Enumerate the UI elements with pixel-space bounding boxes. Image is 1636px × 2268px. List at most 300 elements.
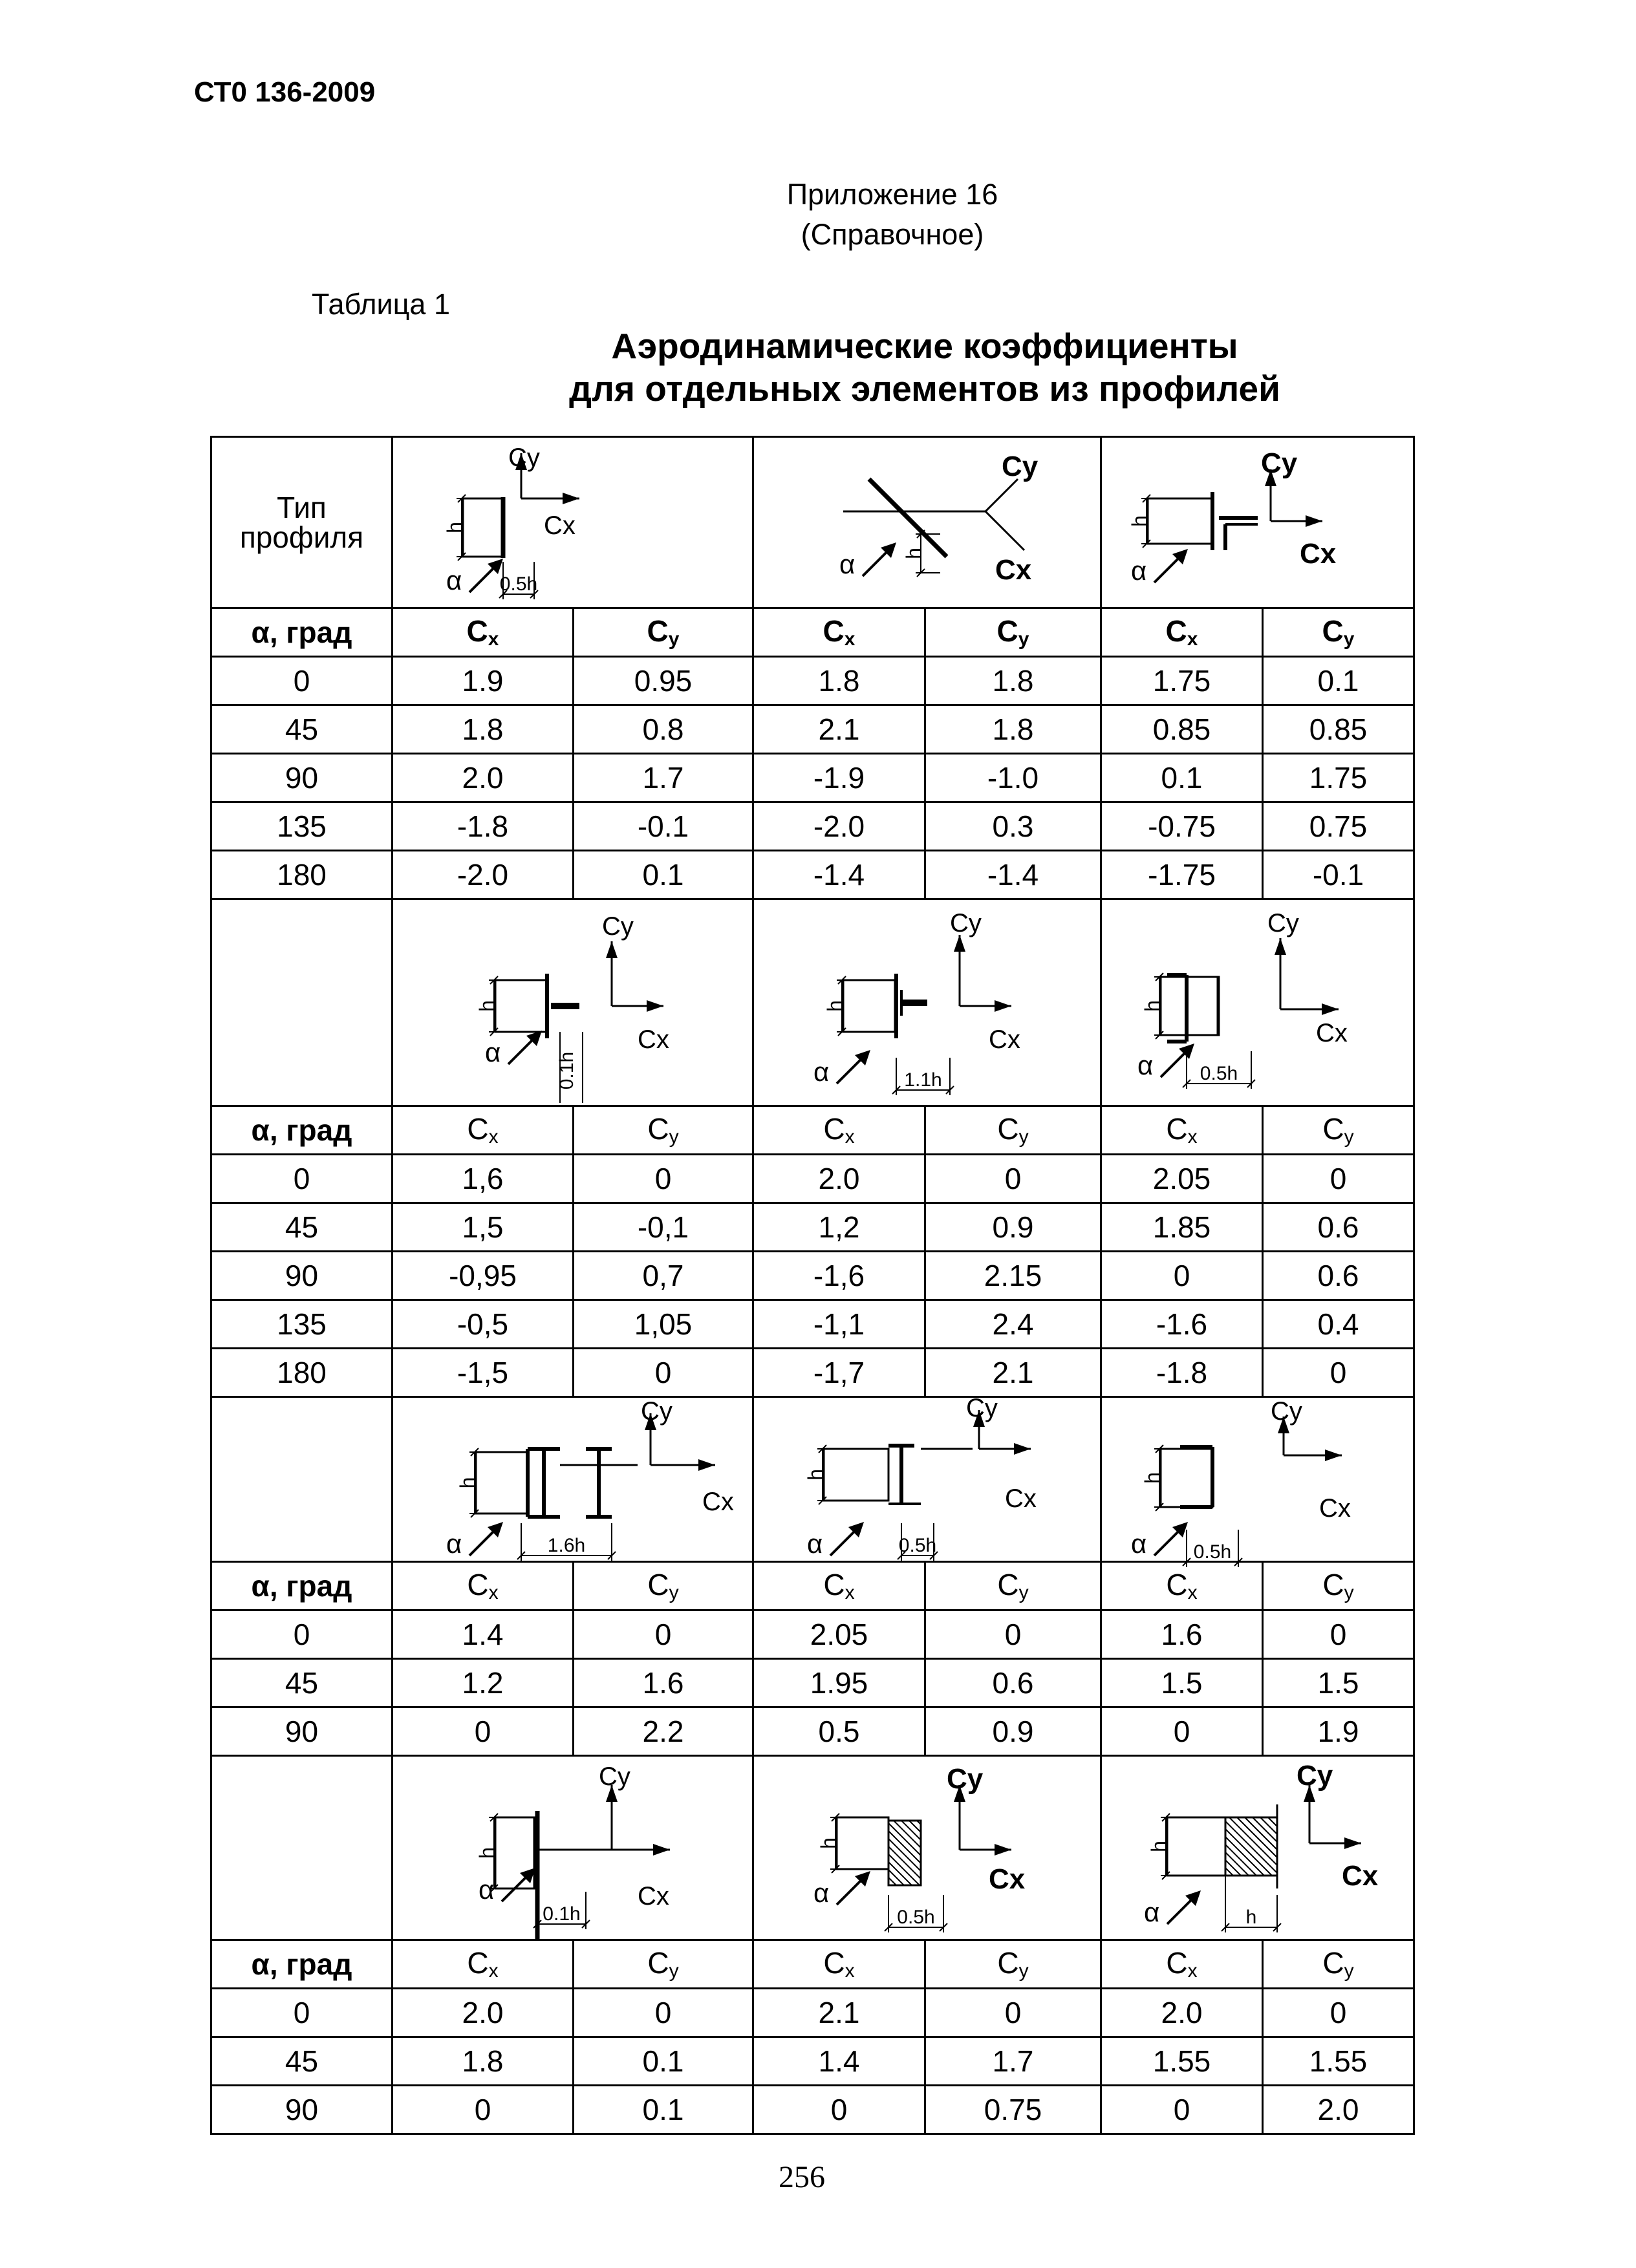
cy-value: 2.1: [925, 1349, 1101, 1397]
cy-symbol: C: [996, 614, 1018, 648]
cx-value: -1,7: [753, 1349, 925, 1397]
cy-value: 0.8: [574, 705, 753, 754]
dimension-label: 0.5h: [499, 573, 537, 595]
profile-figure-cell: [753, 899, 1101, 1106]
cy-value: 1.8: [925, 657, 1101, 705]
arrow-head: [1014, 1443, 1031, 1455]
cx-value: 1.8: [393, 705, 574, 754]
profile-figure-cell: [393, 437, 753, 608]
axis-arrows: [606, 941, 663, 1012]
wind-direction-arrow: [469, 1522, 503, 1556]
cy-axis-label: Cy: [508, 443, 540, 472]
cx-value: -0.75: [1101, 802, 1263, 851]
cy-axis-label: Cy: [1001, 450, 1038, 482]
cy-value: 0.75: [1263, 802, 1414, 851]
figure-stroke: [1225, 1868, 1233, 1876]
figure-stroke: [1225, 1845, 1256, 1876]
cy-value: 0.4: [1263, 1300, 1414, 1349]
coefficient-header-row: [211, 1106, 1414, 1155]
figure-stroke: [888, 1854, 920, 1885]
cy-axis-label: Cy: [601, 912, 634, 941]
alpha-header: α, град: [211, 1940, 393, 1989]
table-title-line-2: для отдельных элементов из профилей: [569, 369, 1280, 409]
table-row: [211, 1349, 1414, 1397]
cy-subscript: y: [1344, 1960, 1354, 1982]
wind-shaft: [1154, 555, 1181, 583]
cy-value: 0.9: [925, 1707, 1101, 1756]
alpha-value: 135: [211, 1300, 393, 1349]
cx-value: 2.0: [1101, 1989, 1263, 2037]
dimension-label: 1.1h: [903, 1069, 942, 1091]
cy-symbol: C: [647, 614, 669, 648]
cy-header: [1263, 1562, 1414, 1610]
cx-axis-label: Cx: [988, 1863, 1025, 1895]
table-row: [211, 2086, 1414, 2134]
alpha-value: 0: [211, 1989, 393, 2037]
cx-value: 1.75: [1101, 657, 1263, 705]
wind-shaft: [1154, 1528, 1181, 1556]
cx-symbol: C: [1166, 1111, 1188, 1146]
cx-value: 0: [1101, 2086, 1263, 2134]
alpha-label: α: [484, 1036, 500, 1067]
cx-value: -1.9: [753, 754, 925, 802]
wind-direction-arrow: [469, 559, 503, 592]
table-row: [211, 1300, 1414, 1349]
cy-value: 1,05: [574, 1300, 753, 1349]
cy-value: 1.8: [925, 705, 1101, 754]
profile-outline: [1161, 977, 1219, 1035]
cy-subscript: y: [1343, 628, 1355, 650]
cx-axis-label: Cx: [637, 1025, 669, 1054]
cy-value: 0.85: [1263, 705, 1414, 754]
cy-value: 0: [1263, 1349, 1414, 1397]
cy-value: 1.75: [1263, 754, 1414, 802]
cx-symbol: C: [823, 1945, 845, 1980]
cy-value: -0.1: [1263, 851, 1414, 899]
alpha-header: α, град: [211, 1562, 393, 1610]
table-row: [211, 851, 1414, 899]
cx-axis-label: Cx: [1004, 1484, 1037, 1513]
alpha-label: α: [806, 1528, 823, 1559]
cy-header: [1263, 1940, 1414, 1989]
cy-header: [1263, 608, 1414, 657]
cx-value: 1.4: [753, 2037, 925, 2086]
cy-value: 0.6: [925, 1659, 1101, 1707]
cy-axis: [985, 479, 1018, 511]
arrow-head: [995, 1844, 1011, 1856]
figure-stroke: [901, 1821, 921, 1840]
coefficient-header-row: [211, 608, 1414, 657]
cx-subscript: x: [1187, 1960, 1198, 1982]
alpha-label: α: [839, 548, 855, 579]
profile-diagram: [418, 1759, 728, 1937]
profile-outline: [1167, 1817, 1225, 1876]
cx-subscript: x: [845, 1126, 855, 1148]
cy-value: 0.6: [1263, 1252, 1414, 1300]
profile-diagram: [772, 1393, 1082, 1559]
alpha-value: 135: [211, 802, 393, 851]
cy-symbol: C: [1322, 1111, 1344, 1146]
profile-figure-row: [211, 1397, 1414, 1562]
alpha-value: 0: [211, 1155, 393, 1203]
height-label: h: [901, 547, 925, 559]
wind-direction-arrow: [1154, 1522, 1188, 1556]
alpha-header: α, град: [211, 608, 393, 657]
alpha-label: α: [446, 1528, 462, 1559]
cx-value: 1.4: [393, 1610, 574, 1659]
height-label: h: [803, 1468, 827, 1481]
cx-header: [753, 1106, 925, 1155]
cy-axis-label: Cy: [965, 1393, 998, 1422]
cx-axis-label: Cx: [1318, 1493, 1351, 1523]
cx-header: [1101, 1940, 1263, 1989]
cx-axis-label: Cx: [1341, 1859, 1378, 1892]
cy-value: 0.1: [1263, 657, 1414, 705]
wind-shaft: [830, 1528, 857, 1556]
cy-value: 0: [1263, 1610, 1414, 1659]
empty-cell: [211, 1756, 393, 1940]
height-label: h: [823, 1000, 846, 1012]
cy-value: 0.3: [925, 802, 1101, 851]
cx-subscript: x: [488, 1581, 499, 1603]
cx-value: -0,5: [393, 1300, 574, 1349]
figure-stroke: [888, 1821, 921, 1885]
cy-symbol: C: [647, 1567, 669, 1601]
dimension-label: 1.6h: [547, 1534, 585, 1556]
profile-diagram: [772, 1759, 1082, 1937]
height-label: h: [1127, 515, 1151, 527]
axis-arrows: [954, 1785, 1011, 1856]
cx-value: 0.1: [1101, 754, 1263, 802]
figure-stroke: [1229, 1817, 1277, 1865]
hatched-section: [888, 1821, 921, 1885]
dimension-label: 0.1h: [542, 1903, 581, 1925]
cx-axis-label: Cx: [988, 1025, 1020, 1054]
cy-header: [925, 608, 1101, 657]
profile-outline: [837, 1817, 888, 1869]
wind-shaft: [508, 1037, 535, 1064]
wind-direction-arrow: [502, 1868, 535, 1901]
alpha-value: 180: [211, 1349, 393, 1397]
cx-subscript: x: [845, 1960, 855, 1982]
table-row: [211, 1707, 1414, 1756]
wind-direction-arrow: [1161, 1043, 1194, 1077]
cy-value: 0.1: [574, 2086, 753, 2134]
height-label: h: [1146, 1840, 1170, 1852]
cy-value: -1.4: [925, 851, 1101, 899]
profile-figure-row: [211, 437, 1414, 608]
alpha-value: 45: [211, 2037, 393, 2086]
cx-subscript: x: [1187, 1581, 1198, 1603]
cx-value: 2.0: [393, 754, 574, 802]
cy-value: 2.2: [574, 1707, 753, 1756]
cy-header: [925, 1562, 1101, 1610]
appendix-number: Приложение 16: [786, 178, 998, 211]
cx-value: 1.95: [753, 1659, 925, 1707]
cy-value: 1.55: [1263, 2037, 1414, 2086]
cx-axis-label: Cx: [637, 1881, 669, 1910]
cy-subscript: y: [1018, 1126, 1029, 1148]
table-row: [211, 657, 1414, 705]
height-label: h: [475, 1846, 499, 1859]
profile-outline: [824, 1449, 888, 1501]
profile-diagram: [772, 440, 1082, 605]
wind-shaft: [469, 1528, 497, 1556]
cy-symbol: C: [647, 1945, 669, 1980]
alpha-value: 90: [211, 1707, 393, 1756]
dimension-label: 0.5h: [1193, 1541, 1231, 1563]
table-row: [211, 1659, 1414, 1707]
cy-value: 2.4: [925, 1300, 1101, 1349]
cy-value: -1.0: [925, 754, 1101, 802]
cy-value: 0: [1263, 1989, 1414, 2037]
profile-diagram: [772, 903, 1082, 1103]
cy-value: 2.15: [925, 1252, 1101, 1300]
profile-figure-row: [211, 1756, 1414, 1940]
cy-subscript: y: [668, 628, 680, 650]
alpha-value: 0: [211, 657, 393, 705]
profile-type-label: Тип профиля: [211, 437, 393, 608]
cx-value: 1,6: [393, 1155, 574, 1203]
cx-value: -1.8: [393, 802, 574, 851]
figure-stroke: [894, 1821, 921, 1848]
arrow-head: [1275, 938, 1286, 955]
figure-stroke: [1225, 1821, 1277, 1873]
height-label: h: [455, 1477, 479, 1488]
cy-axis-label: Cy: [1296, 1759, 1333, 1792]
cx-value: -1,1: [753, 1300, 925, 1349]
cy-value: 0.75: [925, 2086, 1101, 2134]
cx-value: 1.55: [1101, 2037, 1263, 2086]
profile-figure-cell: [1101, 899, 1414, 1106]
cx-header: [1101, 1562, 1263, 1610]
arrow-head: [647, 1000, 663, 1012]
cy-value: 0: [925, 1610, 1101, 1659]
cx-header: [393, 1106, 574, 1155]
axis-arrows: [1275, 938, 1339, 1015]
cy-header: [574, 1106, 753, 1155]
cx-symbol: C: [467, 1567, 489, 1601]
alpha-value: 90: [211, 1252, 393, 1300]
cx-value: 0: [753, 2086, 925, 2134]
wind-shaft: [1167, 1897, 1194, 1924]
cy-value: 0.1: [574, 851, 753, 899]
figure-stroke: [1225, 1837, 1264, 1876]
alpha-value: 45: [211, 1659, 393, 1707]
figure-stroke: [1225, 1860, 1241, 1876]
cx-value: 2.1: [753, 705, 925, 754]
cx-value: 0: [1101, 1707, 1263, 1756]
wind-shaft: [837, 1878, 864, 1905]
figure-stroke: [1237, 1817, 1277, 1857]
cy-value: 0.6: [1263, 1203, 1414, 1252]
hatched-section: [1225, 1817, 1277, 1876]
cy-symbol: C: [997, 1111, 1019, 1146]
dimension-label: 0.5h: [896, 1906, 935, 1928]
cy-header: [574, 1940, 753, 1989]
plate-outline: [463, 498, 502, 557]
axis-arrows: [1304, 1785, 1361, 1849]
cx-symbol: C: [823, 1567, 845, 1601]
cy-header: [925, 1940, 1101, 1989]
dimension-label: 0.5h: [1200, 1062, 1238, 1084]
wind-direction-arrow: [830, 1522, 864, 1556]
table-title-line-1: Аэродинамические коэффициенты: [611, 326, 1238, 366]
cx-subscript: x: [1187, 1126, 1198, 1148]
table-title: [213, 325, 1636, 410]
cx-header: [1101, 608, 1263, 657]
alpha-label: α: [1130, 555, 1146, 586]
alpha-value: 90: [211, 2086, 393, 2134]
alpha-value: 45: [211, 705, 393, 754]
cy-value: 0: [925, 1155, 1101, 1203]
cy-value: 1.9: [1263, 1707, 1414, 1756]
cy-subscript: y: [1344, 1581, 1354, 1603]
cx-value: 1.85: [1101, 1203, 1263, 1252]
cx-value: -1.75: [1101, 851, 1263, 899]
cx-axis-label: Cx: [702, 1487, 734, 1516]
cy-subscript: y: [1344, 1126, 1354, 1148]
coefficient-header-row: [211, 1562, 1414, 1610]
cx-header: [1101, 1106, 1263, 1155]
coefficient-header-row: [211, 1940, 1414, 1989]
wind-direction-arrow: [1154, 549, 1188, 583]
cx-value: 1.8: [393, 2037, 574, 2086]
cy-value: 1.7: [925, 2037, 1101, 2086]
cx-symbol: C: [1166, 1567, 1188, 1601]
profile-diagram: [1103, 440, 1413, 605]
cx-symbol: C: [1165, 614, 1187, 648]
cy-value: 0: [1263, 1155, 1414, 1203]
cy-symbol: C: [997, 1567, 1019, 1601]
cx-header: [393, 1562, 574, 1610]
cy-value: -0.1: [574, 802, 753, 851]
cy-subscript: y: [669, 1960, 679, 1982]
cy-axis-label: Cy: [1260, 447, 1297, 479]
cy-value: 0: [574, 1610, 753, 1659]
cx-symbol: C: [1166, 1945, 1188, 1980]
dimension-label: 0.5h: [898, 1534, 936, 1556]
cx-value: -2.0: [393, 851, 574, 899]
arrow-head: [1306, 515, 1322, 527]
profile-outline: [495, 980, 547, 1032]
profile-diagram: [418, 1396, 734, 1559]
cx-value: -0,95: [393, 1252, 574, 1300]
axis-arrows: [606, 1785, 670, 1856]
cy-symbol: C: [1322, 1945, 1344, 1980]
cy-value: 0: [574, 1989, 753, 2037]
appendix-heading: [0, 175, 1604, 255]
cy-axis-label: Cy: [640, 1396, 673, 1426]
dimension-label: h: [1245, 1906, 1256, 1928]
cx-value: -1.6: [1101, 1300, 1263, 1349]
profile-outline: [843, 980, 895, 1032]
arrow-head: [995, 1000, 1011, 1012]
table-row: [211, 1252, 1414, 1300]
cy-subscript: y: [1018, 1960, 1029, 1982]
cy-subscript: y: [1018, 628, 1029, 650]
document-code: СТ0 136-2009: [194, 76, 376, 108]
alpha-value: 0: [211, 1610, 393, 1659]
profile-figure-cell: [393, 899, 753, 1106]
arrow-head: [1344, 1837, 1361, 1849]
table-row: [211, 705, 1414, 754]
table-row: [211, 2037, 1414, 2086]
table-row: [211, 754, 1414, 802]
cy-axis-label: Cy: [1267, 908, 1299, 937]
cy-value: 0.9: [925, 1203, 1101, 1252]
wind-direction-arrow: [1167, 1890, 1201, 1924]
figure-stroke: [888, 1870, 904, 1885]
cx-value: 2.1: [753, 1989, 925, 2037]
alpha-label: α: [813, 1877, 829, 1908]
cx-value: 1.6: [1101, 1610, 1263, 1659]
cy-header: [574, 608, 753, 657]
wind-direction-arrow: [508, 1031, 542, 1064]
cx-value: -1.8: [1101, 1349, 1263, 1397]
cy-symbol: C: [997, 1945, 1019, 1980]
cx-subscript: x: [488, 1960, 499, 1982]
cx-value: 1,5: [393, 1203, 574, 1252]
cx-subscript: x: [1187, 628, 1198, 650]
cx-subscript: x: [844, 628, 856, 650]
figure-stroke: [888, 1878, 896, 1885]
cx-value: 1.9: [393, 657, 574, 705]
cy-header: [925, 1106, 1101, 1155]
axis-arrows: [954, 935, 1011, 1012]
cx-subscript: x: [845, 1581, 855, 1603]
arrow-head: [698, 1459, 715, 1471]
alpha-value: 180: [211, 851, 393, 899]
cx-value: 2.0: [753, 1155, 925, 1203]
arrow-head: [563, 493, 579, 504]
figure-stroke: [1268, 1817, 1277, 1826]
cy-axis-label: Cy: [598, 1762, 630, 1791]
arrow-head: [1322, 1003, 1339, 1015]
cx-value: 0: [393, 2086, 574, 2134]
wind-direction-arrow: [837, 1050, 870, 1084]
cx-value: -1,6: [753, 1252, 925, 1300]
page-number: 256: [779, 2160, 825, 2194]
cy-subscript: y: [669, 1581, 679, 1603]
cx-header: [753, 1562, 925, 1610]
alpha-label: α: [478, 1874, 494, 1905]
profile-figure-cell: [753, 437, 1101, 608]
profile-diagram: [418, 903, 728, 1103]
cx-header: [393, 608, 574, 657]
cy-symbol: C: [1322, 614, 1344, 648]
cx-axis-label: Cx: [1299, 537, 1336, 570]
cx-value: 2.05: [1101, 1155, 1263, 1203]
dimension-label: 0.1h: [555, 1051, 577, 1089]
profile-figure-cell: [1101, 1397, 1414, 1562]
cy-value: 1.6: [574, 1659, 753, 1707]
cx-axis-label: Cx: [543, 511, 576, 540]
alpha-label: α: [1137, 1049, 1153, 1080]
cx-value: -2.0: [753, 802, 925, 851]
cx-header: [753, 1940, 925, 1989]
alpha-label: α: [813, 1056, 829, 1087]
cy-header: [1263, 1106, 1414, 1155]
cx-header: [753, 608, 925, 657]
alpha-label: α: [446, 564, 462, 595]
height-label: h: [475, 1000, 499, 1012]
wind-shaft: [837, 1056, 864, 1084]
cx-symbol: C: [823, 1111, 845, 1146]
cx-value: 0.5: [753, 1707, 925, 1756]
cx-subscript: x: [488, 628, 499, 650]
arrow-head: [606, 941, 618, 958]
